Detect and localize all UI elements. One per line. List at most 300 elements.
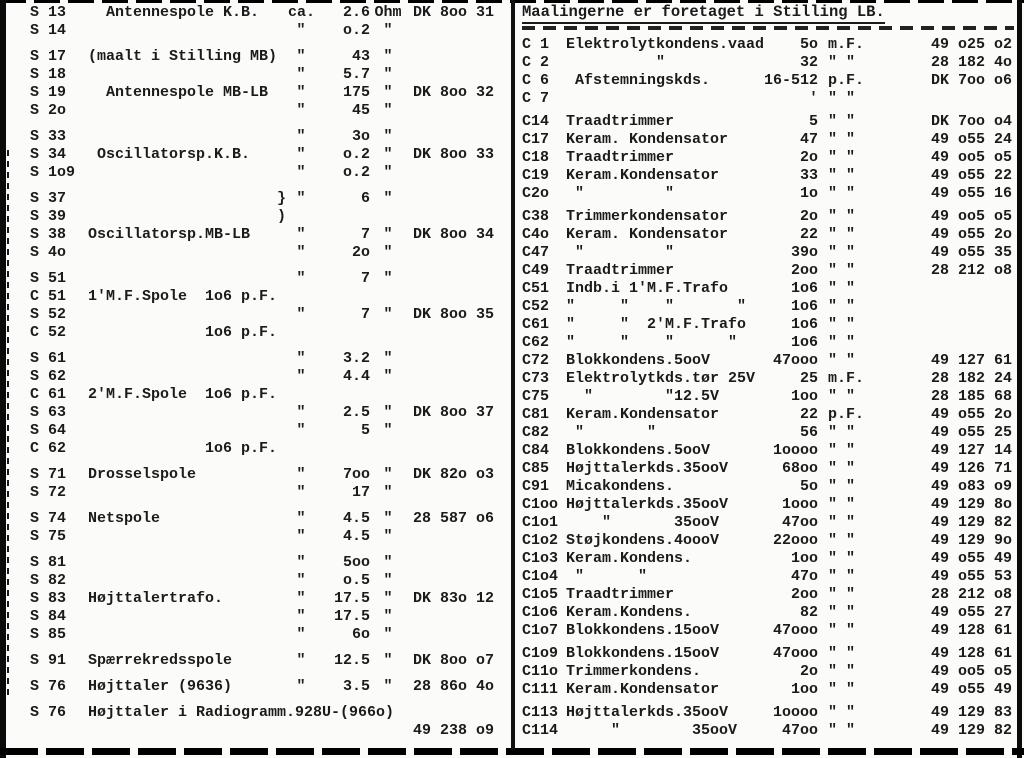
part-number [866, 298, 1012, 316]
scan-border-left [0, 0, 6, 758]
component-ref: C19 [522, 167, 550, 184]
component-desc: Blokkondens.15ooV [566, 622, 720, 639]
component-ref: C1o9 [522, 645, 559, 662]
component-desc: 1o6 p.F. [88, 324, 278, 341]
measure-unit: " [383, 528, 393, 545]
parts-row [30, 208, 508, 226]
measure-prefix: " [296, 350, 306, 367]
component-ref: S 81 [30, 554, 67, 571]
measure-value: 4.4 [342, 368, 370, 385]
measure-unit: " " [828, 586, 856, 603]
component-ref: C1o5 [522, 586, 559, 603]
component-ref: S 34 [30, 146, 67, 163]
part-number [406, 528, 494, 546]
parts-row [522, 167, 1014, 185]
measure-value [314, 208, 370, 226]
measure-unit: " " [828, 113, 856, 130]
measure-value: 2oo [790, 262, 818, 279]
measure-value: 3o [351, 128, 370, 145]
measure-prefix: " [296, 404, 306, 421]
component-ref: C11o [522, 663, 559, 680]
parts-row [522, 604, 1014, 622]
measure-prefix: ca. [288, 4, 316, 21]
component-ref: C 7 [522, 90, 550, 107]
measure-value: 1oo [790, 550, 818, 567]
parts-row [30, 4, 508, 22]
component-desc [88, 422, 288, 440]
column-divider [511, 0, 515, 750]
part-number [406, 22, 494, 40]
measure-unit: " [383, 368, 393, 385]
measure-prefix [288, 386, 314, 404]
component-desc [88, 572, 288, 590]
component-ref: C72 [522, 352, 550, 369]
measure-prefix: " [296, 554, 306, 571]
component-ref: C 1 [522, 36, 550, 53]
measure-value: o.2 [342, 164, 370, 181]
measure-unit: " " [828, 663, 856, 680]
part-number [866, 334, 1012, 352]
measure-unit: " [383, 678, 393, 695]
component-desc: Højttaler i Radiogramm.928U-(966o) [88, 704, 395, 721]
part-number [866, 90, 1012, 108]
measure-value: 17.5 [333, 608, 370, 625]
component-ref: S 82 [30, 572, 67, 589]
component-desc: Oscillatorsp.MB-LB [88, 226, 251, 243]
component-ref: C114 [522, 722, 559, 739]
part-number [406, 66, 494, 84]
parts-row [30, 422, 508, 440]
component-desc [88, 244, 288, 262]
measure-value: 3.5 [342, 678, 370, 695]
component-desc: Keram. Kondensator [566, 131, 729, 148]
component-desc: Trimmerkondensator [566, 208, 729, 225]
measure-value: 16-512 [763, 72, 818, 89]
component-ref: C82 [522, 424, 550, 441]
measure-prefix [288, 288, 314, 306]
part-number: 49 o55 24 [930, 131, 1012, 148]
measure-prefix [288, 722, 314, 740]
component-desc: } [88, 190, 287, 207]
measure-unit [370, 440, 406, 458]
parts-row [522, 622, 1014, 640]
component-desc: Højttalerkds.35ooV [566, 704, 729, 721]
capacitors-table [522, 2, 1014, 740]
measure-unit: " [383, 102, 393, 119]
measure-value: 17.5 [333, 590, 370, 607]
part-number: 49 oo5 o5 [930, 149, 1012, 166]
component-ref: C1o4 [522, 568, 559, 585]
measure-unit: " " [828, 478, 856, 495]
component-ref: C1o1 [522, 514, 559, 531]
measure-value [314, 288, 370, 306]
part-number [406, 626, 494, 644]
measure-unit: " [383, 484, 393, 501]
parts-row [30, 288, 508, 306]
measure-unit: " [383, 306, 393, 323]
component-desc: Oscillatorsp.K.B. [88, 146, 251, 163]
parts-row [522, 478, 1014, 496]
parts-row [30, 440, 508, 458]
measure-prefix: " [296, 678, 306, 695]
measure-value: 7oo [342, 466, 370, 483]
measure-unit: " [383, 350, 393, 367]
parts-row [522, 226, 1014, 244]
measure-unit: " [383, 590, 393, 607]
part-number: DK 8oo 32 [412, 84, 494, 101]
part-number: DK 8oo o7 [412, 652, 494, 669]
part-number: 49 238 o9 [412, 722, 494, 739]
component-desc: " " [566, 244, 675, 261]
measure-prefix: " [296, 270, 306, 287]
parts-row [522, 586, 1014, 604]
measure-unit: " " [828, 226, 856, 243]
parts-row [522, 532, 1014, 550]
component-desc [88, 350, 288, 368]
measure-prefix [288, 324, 314, 342]
part-number: 49 129 8o [930, 496, 1012, 513]
component-ref: S 62 [30, 368, 67, 385]
parts-row [30, 48, 508, 66]
parts-row [30, 572, 508, 590]
measure-prefix: " [296, 146, 306, 163]
part-number [406, 288, 494, 306]
component-ref: S 37 [30, 190, 67, 207]
part-number: 49 o83 o9 [930, 478, 1012, 495]
part-number [866, 316, 1012, 334]
parts-row [522, 262, 1014, 280]
measure-value [314, 386, 370, 404]
component-desc [88, 128, 288, 146]
measure-unit: " " [828, 298, 856, 315]
measure-unit: " [383, 422, 393, 439]
component-desc: Indb.i 1'M.F.Trafo [566, 280, 729, 297]
part-number [406, 270, 494, 288]
component-desc: Antennespole K.B. [88, 4, 260, 21]
part-number: 49 129 9o [930, 532, 1012, 549]
parts-row [522, 334, 1014, 352]
measure-unit: " [383, 244, 393, 261]
measure-prefix: " [296, 84, 306, 101]
component-desc: " " [566, 185, 675, 202]
measure-unit: " " [828, 460, 856, 477]
component-ref: C18 [522, 149, 550, 166]
part-number [406, 350, 494, 368]
measure-value: 47ooo [772, 622, 818, 639]
component-ref: C 52 [30, 324, 67, 341]
component-ref: C 61 [30, 386, 67, 403]
parts-row [30, 164, 508, 182]
component-ref: C1o7 [522, 622, 559, 639]
component-ref: C14 [522, 113, 550, 130]
component-ref: C49 [522, 262, 550, 279]
parts-row [522, 388, 1014, 406]
part-number: 49 o55 16 [930, 185, 1012, 202]
parts-row [522, 681, 1014, 699]
measure-value: 4.5 [342, 528, 370, 545]
measure-unit: " " [828, 532, 856, 549]
component-ref: C4o [522, 226, 550, 243]
measure-unit: " " [828, 316, 856, 333]
component-ref: S 76 [30, 678, 67, 695]
measure-value: 3.2 [342, 350, 370, 367]
component-ref: C1o3 [522, 550, 559, 567]
measure-value: 1oooo [772, 442, 818, 459]
component-desc: Netspole [88, 510, 161, 527]
measure-value: 7 [360, 306, 370, 323]
component-desc: (maalt i Stilling MB) [88, 48, 278, 65]
measure-prefix: " [296, 652, 306, 669]
part-number: 49 o55 2o [930, 406, 1012, 423]
measure-unit: " [383, 466, 393, 483]
measure-prefix: " [296, 22, 306, 39]
dashed-separator [522, 26, 1014, 30]
measure-unit [370, 386, 406, 404]
component-ref: C73 [522, 370, 550, 387]
part-number [406, 244, 494, 262]
measure-value: 32 [799, 54, 818, 71]
component-desc: Højttalertrafo. [88, 590, 224, 607]
measure-unit: p.F. [828, 72, 865, 89]
parts-row [522, 550, 1014, 568]
component-desc: Traadtrimmer [566, 149, 675, 166]
component-desc [88, 270, 288, 288]
component-ref: C 6 [522, 72, 550, 89]
parts-row [522, 208, 1014, 226]
parts-row [30, 146, 508, 164]
measure-value [314, 440, 370, 458]
component-ref: C62 [522, 334, 550, 351]
part-number: DK 83o 12 [412, 590, 494, 607]
component-ref: C2o [522, 185, 550, 202]
part-number: 49 oo5 o5 [930, 663, 1012, 680]
parts-row [522, 568, 1014, 586]
measure-unit: " " [828, 244, 856, 261]
measure-prefix: " [296, 244, 306, 261]
component-desc: Keram.Kondensator [566, 406, 720, 423]
measure-unit: " " [828, 568, 856, 585]
measure-unit: " " [828, 280, 856, 297]
measure-value: 47ooo [772, 645, 818, 662]
measure-value: 56 [799, 424, 818, 441]
part-number: 28 587 o6 [412, 510, 494, 527]
parts-row [30, 190, 508, 208]
parts-row [522, 113, 1014, 131]
component-ref: S 52 [30, 306, 67, 323]
measure-value: 17 [351, 484, 370, 501]
part-number: 49 o55 22 [930, 167, 1012, 184]
measure-value: 7 [360, 270, 370, 287]
component-ref: C113 [522, 704, 559, 721]
measure-value: 5o [799, 478, 818, 495]
measure-unit: " " [828, 550, 856, 567]
component-ref: S 74 [30, 510, 67, 527]
part-number [406, 484, 494, 502]
measure-prefix: " [296, 484, 306, 501]
measure-value: 1oo [790, 388, 818, 405]
parts-row [30, 554, 508, 572]
component-ref: S 19 [30, 84, 67, 101]
heading-text: Maalingerne er foretaget i Stilling LB. [522, 3, 885, 24]
component-ref: S 2o [30, 102, 67, 119]
component-desc: Afstemningskds. [566, 72, 711, 89]
measure-unit: " " [828, 208, 856, 225]
part-number: 28 212 o8 [930, 262, 1012, 279]
parts-row [522, 149, 1014, 167]
measure-value: 47oo [781, 722, 818, 739]
component-desc: " " 2'M.F.Trafo [566, 316, 747, 333]
measure-value: 1oo [790, 681, 818, 698]
component-desc: Micakondens. [566, 478, 675, 495]
measure-unit [370, 722, 406, 740]
measure-value: 39o [790, 244, 818, 261]
component-desc: 1o6 p.F. [88, 440, 278, 457]
measure-value: 7 [360, 226, 370, 243]
component-desc [88, 626, 288, 644]
measure-value: 4.5 [342, 510, 370, 527]
measure-unit: " [383, 146, 393, 163]
component-ref: S 64 [30, 422, 67, 439]
measure-unit: m.F. [828, 36, 865, 53]
parts-row [30, 306, 508, 324]
measure-unit: " [383, 572, 393, 589]
parts-row [30, 368, 508, 386]
parts-row [30, 704, 508, 722]
part-number: DK 7oo o4 [930, 113, 1012, 130]
parts-row [522, 352, 1014, 370]
parts-row [522, 424, 1014, 442]
measure-unit: " [383, 554, 393, 571]
measure-value: 47oo [781, 514, 818, 531]
component-desc [88, 608, 288, 626]
component-desc: " "12.5V [566, 388, 720, 405]
parts-row [30, 404, 508, 422]
measure-value: 2o [351, 244, 370, 261]
component-ref: C75 [522, 388, 550, 405]
component-desc [88, 484, 288, 502]
measure-unit: " " [828, 54, 856, 71]
component-desc: ) [88, 208, 287, 225]
part-number: 49 128 61 [930, 645, 1012, 662]
part-number: DK 8oo 34 [412, 226, 494, 243]
component-ref: S 75 [30, 528, 67, 545]
part-number [406, 190, 494, 208]
measure-prefix: " [296, 48, 306, 65]
measure-unit: " " [828, 131, 856, 148]
measure-unit: " " [828, 681, 856, 698]
measure-value [314, 704, 370, 722]
measure-unit: " [383, 652, 393, 669]
parts-row [522, 36, 1014, 54]
measure-value: 5 [808, 113, 818, 130]
component-desc: 1'M.F.Spole 1o6 p.F. [88, 288, 278, 305]
component-ref: C17 [522, 131, 550, 148]
measure-prefix: " [296, 226, 306, 243]
parts-row [522, 131, 1014, 149]
component-ref: S 91 [30, 652, 67, 669]
measure-unit: " " [828, 352, 856, 369]
component-ref: S 63 [30, 404, 67, 421]
component-ref: S 13 [30, 4, 67, 21]
part-number: 28 86o 4o [412, 678, 494, 695]
measure-value: 45 [351, 102, 370, 119]
measure-unit [370, 324, 406, 342]
measure-value: 68oo [781, 460, 818, 477]
measure-unit: " " [828, 334, 856, 351]
part-number: 49 129 82 [930, 722, 1012, 739]
component-ref: C61 [522, 316, 550, 333]
measure-value: 175 [342, 84, 370, 101]
part-number: 49 o55 35 [930, 244, 1012, 261]
parts-row [30, 466, 508, 484]
parts-row [522, 298, 1014, 316]
component-desc: " " [566, 424, 657, 441]
component-desc: " " " " [566, 334, 738, 351]
measure-prefix [288, 440, 314, 458]
coils-measurement-table [8, 4, 508, 740]
component-ref: S 72 [30, 484, 67, 501]
parts-row [522, 280, 1014, 298]
parts-row [30, 510, 508, 528]
measure-unit: " " [828, 704, 856, 721]
parts-row [522, 704, 1014, 722]
parts-row [522, 185, 1014, 203]
measure-value: 1o6 [790, 298, 818, 315]
component-desc [88, 554, 288, 572]
measure-value: 5 [360, 422, 370, 439]
component-desc: " " " " [566, 298, 747, 315]
component-desc [88, 404, 288, 422]
part-number: 49 128 61 [930, 622, 1012, 639]
measure-unit [370, 288, 406, 306]
measure-value: 43 [351, 48, 370, 65]
measure-prefix [288, 704, 314, 722]
part-number [406, 324, 494, 342]
measure-value: 1o6 [790, 280, 818, 297]
component-desc: Støjkondens.4oooV [566, 532, 720, 549]
part-number: 49 o55 53 [930, 568, 1012, 585]
part-number [406, 48, 494, 66]
parts-row [522, 316, 1014, 334]
parts-row [30, 22, 508, 40]
part-number [406, 572, 494, 590]
measure-value: 2oo [790, 586, 818, 603]
component-desc: Drosselspole [88, 466, 197, 483]
measure-unit: " [383, 84, 393, 101]
measure-unit: " " [828, 442, 856, 459]
part-number: 49 127 14 [930, 442, 1012, 459]
parts-row [522, 722, 1014, 740]
measure-unit: " " [828, 185, 856, 202]
measure-unit: p.F. [828, 406, 865, 423]
component-ref: S 33 [30, 128, 67, 145]
parts-row [522, 496, 1014, 514]
part-number: 49 o55 2o [930, 226, 1012, 243]
component-ref: S 61 [30, 350, 67, 367]
part-number: DK 7oo o6 [930, 72, 1012, 89]
part-number: 28 212 o8 [930, 586, 1012, 603]
component-desc [566, 90, 762, 108]
component-desc: Traadtrimmer [566, 586, 675, 603]
measure-unit: " [383, 226, 393, 243]
measure-value: 5o [799, 36, 818, 53]
part-number: DK 8oo 33 [412, 146, 494, 163]
measure-prefix: " [296, 422, 306, 439]
measure-unit: " [383, 510, 393, 527]
component-desc [88, 528, 288, 546]
measure-unit [370, 208, 406, 226]
part-number [406, 386, 494, 404]
